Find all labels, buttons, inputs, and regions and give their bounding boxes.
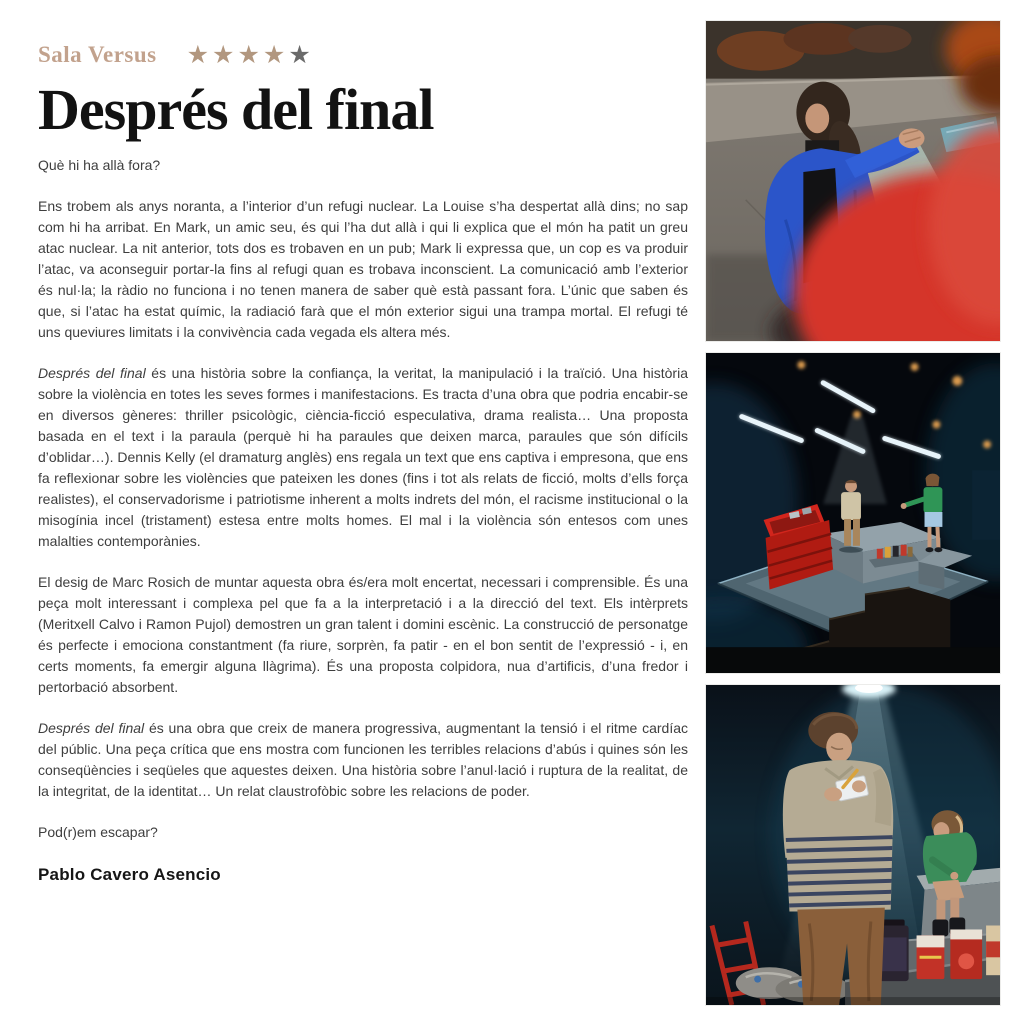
paragraph-italic-lead: Després del final <box>38 365 146 382</box>
paragraph-text: Ens trobem als anys noranta, a l’interior d’un refugi nuclear. La Louise s’ha despertat allà dins; no sap com hi ha arribat. En Mark, un amic seu, és qui l’ha dut allà i qui li explica que el món ha patit un greu atac nuclear. La nit anterior, tots dos es trobaven en un pub; Mark li expressa que, un cop es va produir l’atac, va aconseguir portar-la fins al refugi quan es trobava inconscient. La comunicació amb l’exterior és nul·la; la ràdio no funciona i no tenen manera de saber què està passant fora. L’únic que saben és que, si l’atac ha estat químic, la radiació farà que el món exterior sigui una trampa mortal. El refugi té uns queviures limitats i la convivència cada vegada els altera més. <box>38 198 688 341</box>
photo-woman-blue-jacket-art <box>706 21 1000 341</box>
venue-label: Sala Versus <box>38 42 157 67</box>
photo-man-writing-notepad <box>705 684 1001 1006</box>
star-icon: ★ <box>186 40 213 69</box>
photo-stage-wide-shot <box>705 352 1001 674</box>
lead-question: Què hi ha allà fora? <box>38 157 161 174</box>
paragraph-conclusion <box>38 718 688 802</box>
photo-stage-wide-shot-art <box>706 353 1000 673</box>
paragraph-italic-lead: Després del final <box>38 720 145 737</box>
photo-woman-blue-jacket <box>705 20 1001 342</box>
star-rating <box>186 40 314 69</box>
paragraph-text: és una història sobre la confiança, la veritat, la manipulació i la traïció. Una història sobre la violència en totes les seves formes i manifestacions. Es tracta d’una obra que podria encabir-se en diversos gèneres: thriller psicològic, ciència-ficció especulativa, drama realista… Una proposta basada en el text i la paraula (perquè hi ha paraules que deixen marca, paraules que són difícils d’oblidar…). Dennis Kelly (el dramaturg anglès) ens regala un text que ens captiva i empresona, que ens fa reflexionar sobre les violències que pateixen les dones (fins i tot als relats de ficció, molts d’ells força realistes), el conservadorisme i patriotisme inherent a molts indrets del món, el racisme institucional o la misogínia incel (tristament) estesa entre molts homes. El mal i la violència són entesos com unes malalties contemporànies. <box>38 365 688 550</box>
star-icon: ★ <box>262 40 289 69</box>
paragraph-synopsis <box>38 196 688 343</box>
photo-man-writing-notepad-art <box>706 685 1000 1005</box>
photo-column <box>705 20 1001 1016</box>
paragraph-direction <box>38 572 688 698</box>
author-name: Pablo Cavero Asencio <box>38 865 221 885</box>
page-title: Després del final <box>38 77 434 142</box>
paragraph-text: és una obra que creix de manera progressiva, augmentant la tensió i el ritme cardíac del públic. Una peça crítica que ens mostra com funcionen les terribles relacions d’abús i quines són les conseqüències i seqüeles que aquestes deixen. Una història sobre l’anul·lació i ruptura de la realitat, de la integritat, de la identitat… Un relat claustrofòbic sobre les relacions de poder. <box>38 720 689 800</box>
star-icon: ★ <box>288 40 314 69</box>
article-column <box>38 40 688 885</box>
closing-question: Pod(r)em escapar? <box>38 824 158 841</box>
kicker-row <box>38 40 688 70</box>
star-icon: ★ <box>237 40 263 69</box>
paragraph-themes <box>38 363 688 552</box>
paragraph-text: El desig de Marc Rosich de muntar aquesta obra és/era molt encertat, necessari i comprensible. És una peça molt interessant i complexa pel que fa a la interpretació i a la direcció del text. Els intèrprets (Meritxell Calvo i Ramon Pujol) demostren un gran talent i domini escènic. La construcció de personatge és perfecte i emociona constantment (fa riure, sorprèn, fa patir - en el bon sentit de l’expressió - i, en certs moments, fa emergir alguna llàgrima). És una proposta colpidora, nua d’artificis, d’una fredor i pertorbació absorbent. <box>38 574 688 696</box>
star-icon: ★ <box>212 40 238 69</box>
